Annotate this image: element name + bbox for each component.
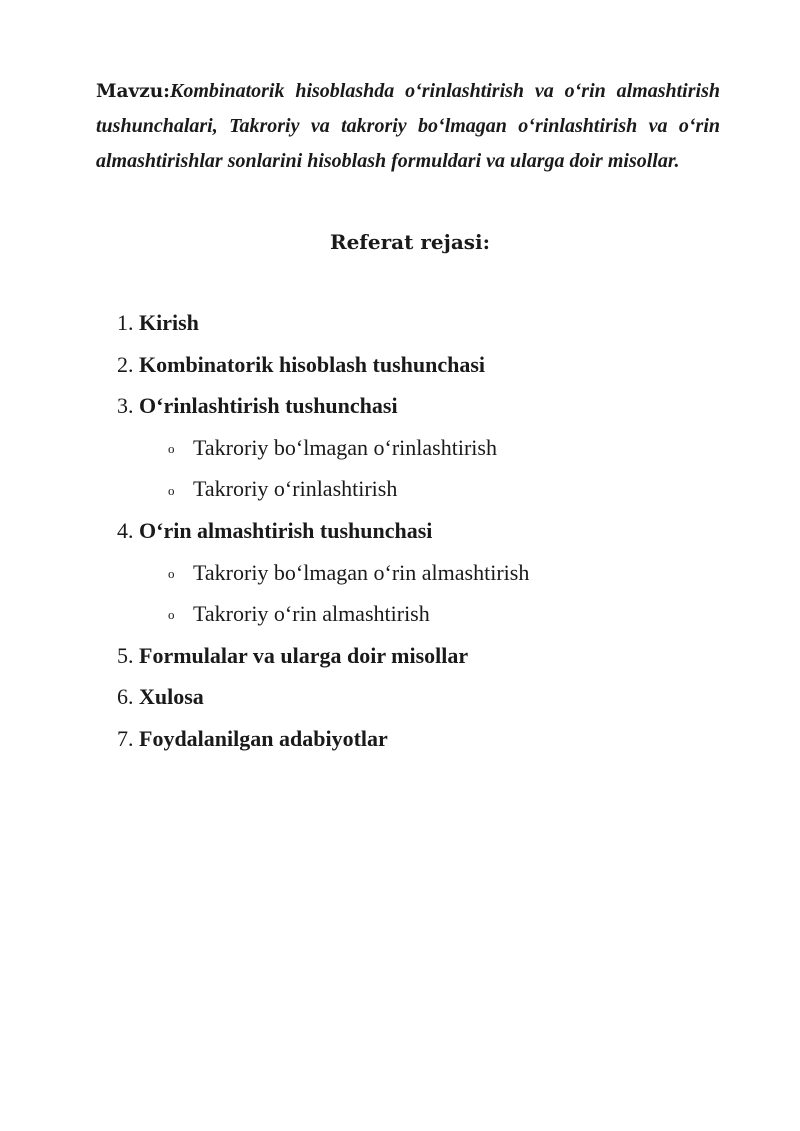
plan-item-label: O‘rinlashtirish tushunchasi (139, 393, 398, 419)
circle-bullet-icon: o (168, 482, 175, 498)
plan-item-label: Formulalar va ularga doir misollar (139, 642, 469, 668)
topic-title: Kombinatorik hisoblashda o‘rinlashtirish va o‘rin almashtirish tushunchalari, Takroriy va takroriy bo‘lmagan o‘rinlashtirish va o‘rin almashtirishlar sonlarini hisoblash formuldari va ularga doir misollar. (96, 80, 720, 172)
plan-item-label: O‘rin almashtirish tushunchasi (139, 517, 433, 543)
plan-item-number: 5. (117, 642, 134, 668)
plan-subitem (117, 593, 737, 635)
plan-subitem (117, 427, 737, 469)
plan-subitem (117, 552, 737, 594)
plan-item-label: Kirish (139, 310, 199, 335)
plan-subitem-label: Takroriy o‘rinlashtirish (193, 476, 398, 502)
plan-subitem (117, 468, 737, 510)
plan-item-arrangements (117, 385, 737, 427)
plan-subitem-label: Takroriy o‘rin almashtirish (193, 601, 430, 627)
plan-item-conclusion (117, 676, 737, 718)
plan-item-combinatorics (117, 344, 737, 386)
circle-bullet-icon: o (168, 565, 175, 581)
plan-item-label: Xulosa (139, 684, 204, 710)
plan-item-number: 4. (117, 517, 134, 543)
plan-heading: Referat rejasi: (329, 230, 491, 254)
topic-paragraph (96, 74, 720, 179)
plan-item-number: 3. (117, 393, 134, 419)
plan-item-label: Foydalanilgan adabiyotlar (139, 725, 388, 751)
plan-item-permutations (117, 510, 737, 552)
plan-item-references (117, 718, 737, 760)
plan-subitem-label: Takroriy bo‘lmagan o‘rinlashtirish (193, 434, 497, 460)
plan-item-number: 2. (117, 351, 134, 377)
plan-item-introduction (117, 302, 737, 344)
circle-bullet-icon: o (168, 607, 175, 623)
plan-list (117, 302, 737, 760)
plan-item-number: 1. (117, 310, 134, 335)
plan-item-number: 7. (117, 725, 134, 751)
plan-item-number: 6. (117, 684, 134, 710)
plan-subitem-label: Takroriy bo‘lmagan o‘rin almashtirish (193, 559, 530, 585)
circle-bullet-icon: o (168, 440, 175, 456)
plan-item-label: Kombinatorik hisoblash tushunchasi (139, 351, 486, 377)
plan-item-formulas (117, 635, 737, 677)
topic-lead: Mavzu: (96, 81, 170, 102)
